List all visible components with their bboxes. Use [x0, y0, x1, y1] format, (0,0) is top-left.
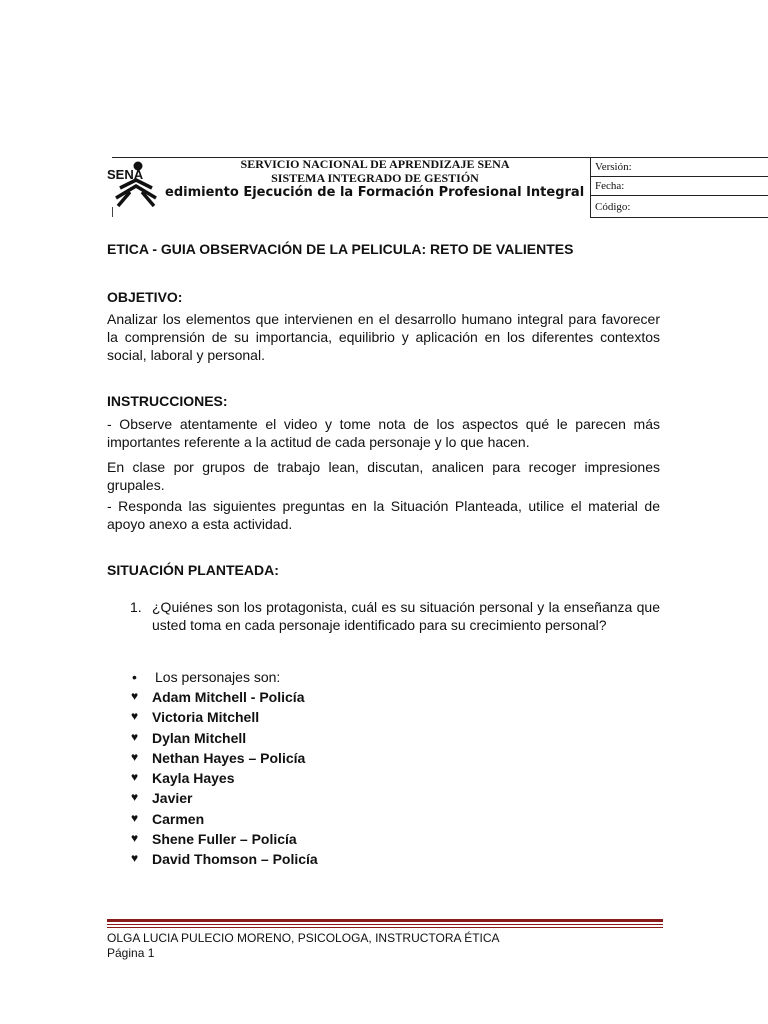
- footer-rule-thin: [107, 924, 663, 925]
- sena-logo: [106, 160, 164, 212]
- bullet-dot-icon: •: [132, 669, 137, 685]
- character-name: Carmen: [152, 810, 205, 827]
- header-system: SISTEMA INTEGRADO DE GESTIÓN: [271, 171, 479, 185]
- character-name: Nethan Hayes – Policía: [152, 749, 306, 766]
- footer-author: OLGA LUCIA PULECIO MORENO, PSICOLOGA, INSTRUCTORA ÉTICA: [107, 931, 500, 945]
- question-number: 1.: [130, 599, 142, 615]
- character-name: Adam Mitchell - Policía: [152, 689, 305, 705]
- heart-bullet-icon: ♥: [131, 790, 139, 805]
- document-control-table: [590, 157, 768, 218]
- characters-intro-text: Los personajes son:: [155, 669, 281, 685]
- heart-bullet-icon: ♥: [131, 851, 139, 866]
- heart-bullet-icon: ♥: [131, 709, 139, 724]
- instruccion-3: - Responda las siguientes preguntas en la Situación Planteada, utilice el material de apoyo anexo a esta actividad.: [107, 498, 660, 532]
- objetivo-text: Analizar los elementos que intervienen en el desarrollo humano integral para favorecer la comprensión de su importancia, equilibrio y aplicación en los diferentes contextos social, laboral y personal.: [107, 311, 660, 363]
- character-name: Dylan Mitchell: [152, 729, 247, 746]
- objetivo-heading: OBJETIVO:: [107, 289, 183, 305]
- document-title: ETICA - GUIA OBSERVACIÓN DE LA PELICULA: RETO DE VALIENTES: [107, 241, 574, 257]
- page-footer: [107, 931, 500, 961]
- version-field: Versión:: [591, 158, 768, 177]
- footer-rule-thick: [107, 919, 663, 922]
- character-name: Victoria Mitchell: [152, 709, 260, 726]
- instruccion-1: - Observe atentamente el video y tome nota de los aspectos qué le parecen más importantes referente a la actitud de cada personaje y lo que hacen.: [107, 416, 660, 450]
- question-text: ¿Quiénes son los protagonista, cuál es su situación personal y la enseñanza que usted toma en cada personaje identificado para su crecimiento personal?: [152, 599, 660, 633]
- character-name: Kayla Hayes: [152, 770, 235, 787]
- footer-rule-thin: [107, 927, 663, 928]
- character-name: Javier: [152, 790, 193, 807]
- heart-bullet-icon: ♥: [131, 689, 139, 703]
- character-name: David Thomson – Policía: [152, 851, 318, 868]
- heart-bullet-icon: ♥: [131, 810, 139, 825]
- heart-bullet-icon: ♥: [131, 831, 139, 846]
- header-institution: SERVICIO NACIONAL DE APRENDIZAJE SENA: [240, 157, 510, 171]
- svg-text:SENA: SENA: [107, 167, 144, 182]
- header-title-block: [160, 157, 590, 201]
- characters-intro: [132, 669, 281, 685]
- character-name: Shene Fuller – Policía: [152, 831, 297, 848]
- fecha-field: Fecha:: [591, 177, 768, 196]
- instruccion-2: En clase por grupos de trabajo lean, discutan, analicen para recoger impresiones grupales.: [107, 459, 660, 493]
- codigo-field: Código:: [591, 196, 768, 218]
- situacion-heading: SITUACIÓN PLANTEADA:: [107, 562, 279, 578]
- heart-bullet-icon: ♥: [131, 749, 139, 764]
- instrucciones-heading: INSTRUCCIONES:: [107, 393, 228, 409]
- heart-bullet-icon: ♥: [131, 729, 139, 744]
- heart-bullet-icon: ♥: [131, 770, 139, 785]
- header-procedure: edimiento Ejecución de la Formación Profesional Integral: [165, 185, 585, 200]
- page-number: Página 1: [107, 946, 155, 960]
- header-margin-mark: [112, 207, 113, 217]
